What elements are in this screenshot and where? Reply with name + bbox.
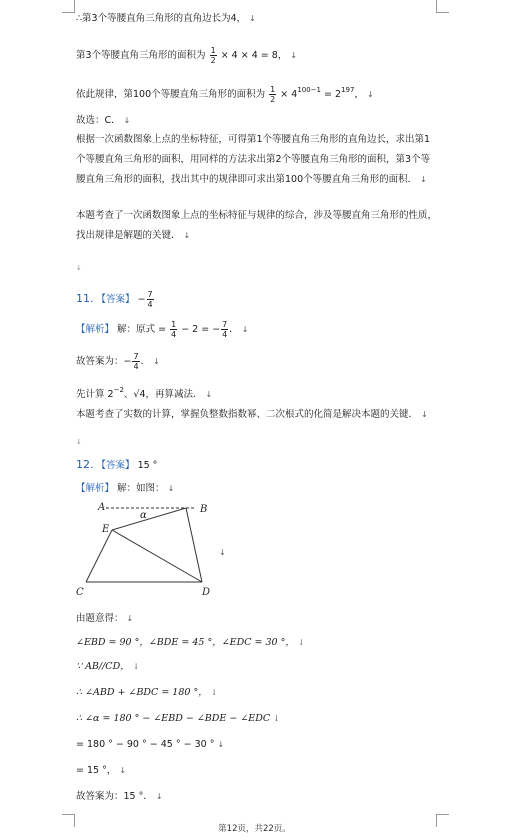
geometry-figure xyxy=(76,500,236,600)
q12-step: ∠EBD = 90 °，∠BDE = 45 °，∠EDC = 30 °， ↓ xyxy=(76,637,305,648)
label-e: E xyxy=(102,524,110,535)
q12-step: ∴ ∠ABD + ∠BDC = 180 °， ↓ xyxy=(76,687,218,698)
line-text: ． xyxy=(140,356,151,367)
line-text: 故答案为：15 °． xyxy=(76,791,153,802)
crop-mark-top-right xyxy=(436,0,449,13)
q12-step: ∵ AB//CD， ↓ xyxy=(76,661,140,672)
line-text: 故答案为：− xyxy=(76,356,132,367)
page-footer: 第12页，共22页。 xyxy=(218,824,291,834)
q11-summary-line: 本题考查了实数的计算，掌握负整数指数幂、二次根式的化简是解决本题的关键． ↓ xyxy=(76,409,428,420)
label-c: C xyxy=(76,587,84,598)
segment-ec xyxy=(86,530,112,582)
answer-sign: − xyxy=(137,294,146,305)
answer-tag: 【答案】 xyxy=(96,460,135,471)
q12-step: ∴ ∠α = 180 ° − ∠EBD − ∠BDE − ∠EDC ↓ xyxy=(76,713,280,724)
fraction: $\frac{1}{2}$ xyxy=(270,85,276,104)
label-alpha: α xyxy=(140,510,147,521)
q12-step: = 15 °， ↓ xyxy=(76,765,127,776)
analysis-tag: 【解析】 xyxy=(76,324,115,335)
text-line: ∴第3个等腰直角三角形的直角边长为4， ↓ xyxy=(76,13,256,24)
fraction: $\frac{7}{4}$ xyxy=(222,320,228,339)
line-text: 依此规律，第100个等腰直角三角形的面积为 xyxy=(76,89,266,100)
fraction: $\frac{7}{4}$ xyxy=(133,352,139,371)
answer-tag: 【答案】 xyxy=(96,294,135,305)
q12-step: = 180 ° − 90 ° − 45 ° − 30 ° ↓ xyxy=(76,739,225,750)
answer-fraction: $\frac{7}{4}$ xyxy=(147,290,153,309)
line-text: = 180 ° − 90 ° − 45 ° − 30 ° xyxy=(76,739,215,750)
analysis-tag: 【解析】 xyxy=(76,483,115,494)
q11-calc-line: 先计算 $2^{-2}$、√4，再算减法． ↓ xyxy=(76,386,213,400)
q11-analysis-line: 【解析】 解：原式 = $\frac{1}{4}$ − 2 = − $\frac{7}{4}$ ． ↓ xyxy=(76,320,249,339)
segment-ed xyxy=(112,530,202,582)
paragraph: 根据一次函数图象上点的坐标特征，可得第1个等腰直角三角形的直角边长，求出第1个等腰直角三角形的面积，用同样的方法求出第2个等腰直角三角形的面积，第3个等腰直角三角形的面积，找出其中的规律即可求出第100个等腰直角三角形的面积． ↓ xyxy=(76,134,431,185)
line-text: ∴ ∠α = 180 ° − ∠EBD − ∠BDE − ∠EDC xyxy=(76,713,271,724)
q12-answer-line xyxy=(76,458,157,472)
line-text: × 4 xyxy=(280,89,298,100)
label-b: B xyxy=(200,504,208,515)
paragraph-text: 本题考查了一次函数图象上点的坐标特征与规律的综合，涉及等腰直角三角形的性质，找出规律是解题的关键． xyxy=(76,210,438,241)
label-a: A xyxy=(98,502,106,513)
line-text: 、√4，再算减法． xyxy=(123,389,203,400)
q11-result-line: 故答案为：− $\frac{7}{4}$ ． ↓ xyxy=(76,352,160,371)
exponent: −2 xyxy=(113,386,124,394)
q11-answer-line xyxy=(76,290,155,309)
question-number: 11. xyxy=(76,292,94,305)
answer-value: 15 ° xyxy=(137,460,158,471)
text-line: 第3个等腰直角三角形的面积为 $\frac{1}{2}$ × 4 × 4 = 8， ↓ xyxy=(76,46,298,65)
line-text: × 4 × 4 = 8， xyxy=(220,50,288,61)
question-number: 12. xyxy=(76,458,94,471)
text-line: 故选：C． ↓ xyxy=(76,115,131,126)
empty-line-mark: ↓ xyxy=(76,438,82,446)
paragraph: 本题考查了一次函数图象上点的坐标特征与规律的综合，涉及等腰直角三角形的性质，找出规律是解题的关键． ↓ xyxy=(76,210,438,241)
figure-return-mark: ↓ xyxy=(219,548,226,557)
line-text: ． xyxy=(229,324,239,335)
line-text: 故选：C． xyxy=(76,115,121,126)
line-text: ∠EBD = 90 °，∠BDE = 45 °，∠EDC = 30 °， xyxy=(76,637,295,648)
line-text: ∴第3个等腰直角三角形的直角边长为4， xyxy=(76,13,247,24)
crop-mark-top-left xyxy=(62,0,75,13)
paragraph-text: 根据一次函数图象上点的坐标特征，可得第1个等腰直角三角形的直角边长，求出第1个等腰直角三角形的面积，用同样的方法求出第2个等腰直角三角形的面积，第3个等腰直角三角形的面积，找出其中的规律即可求出第100个等腰直角三角形的面积． xyxy=(76,134,431,185)
line-text: 由题意得： xyxy=(76,613,124,624)
line-text: = 2 xyxy=(321,89,342,100)
fraction: $\frac{1}{2}$ xyxy=(210,46,216,65)
line-text: ∴ ∠ABD + ∠BDC = 180 °， xyxy=(76,687,208,698)
line-text: = 15 °， xyxy=(76,765,117,776)
line-text: 本题考查了实数的计算，掌握负整数指数幂、二次根式的化简是解决本题的关键． xyxy=(76,409,419,420)
empty-line-mark: ↓ xyxy=(76,264,82,272)
segment-eb xyxy=(112,508,186,530)
exponent: 100−1 xyxy=(297,86,322,94)
line-text: 第3个等腰直角三角形的面积为 xyxy=(76,50,206,61)
line-text: ， xyxy=(354,89,364,100)
q12-step: 由题意得： ↓ xyxy=(76,613,134,624)
line-text: − 2 = − xyxy=(181,324,221,335)
q12-analysis-line: 【解析】 解：如图： ↓ xyxy=(76,483,175,494)
line-text: 先计算 2 xyxy=(76,389,114,400)
q12-step: 故答案为：15 °． ↓ xyxy=(76,791,163,802)
segment-bd xyxy=(186,508,202,582)
label-d: D xyxy=(202,587,211,598)
exponent: 197 xyxy=(341,86,355,94)
line-text: 解：原式 = xyxy=(117,324,167,335)
line-text: ∵ AB//CD， xyxy=(76,661,130,672)
fraction: $\frac{1}{4}$ xyxy=(171,320,177,339)
line-text: 解：如图： xyxy=(117,483,165,494)
text-line: 依此规律，第100个等腰直角三角形的面积为 $\frac{1}{2}$ × $4^{100-1} = 2^{197}$， ↓ xyxy=(76,85,374,104)
